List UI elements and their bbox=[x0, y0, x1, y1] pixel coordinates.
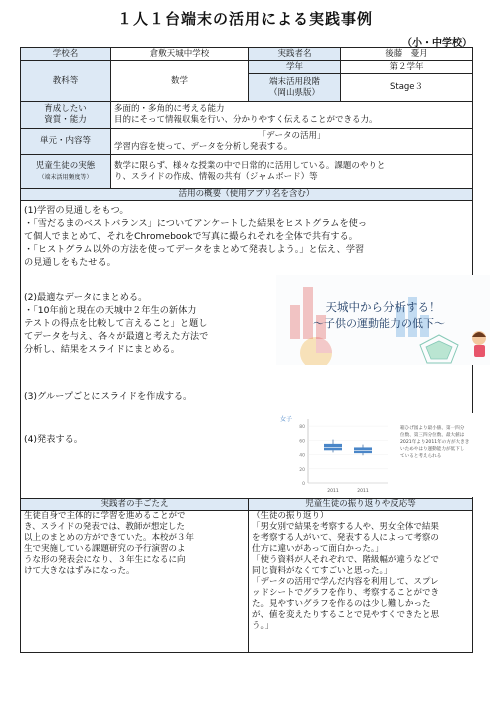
student-line: （生徒の振り返り） bbox=[252, 511, 329, 521]
student-line: う。」 bbox=[252, 621, 274, 631]
student-line: 「データの活用で学んだ内容を利用して、スプレ bbox=[252, 577, 439, 587]
overview-line: (2)最適なデータにまとめる。 bbox=[24, 292, 148, 303]
stage-label bbox=[249, 74, 341, 102]
student-line: 仕方に違いがあって面白かった。」 bbox=[252, 544, 384, 554]
teacher-line: うな形の発表会になり、３年生になるに向 bbox=[24, 555, 186, 565]
overview-line: ・「10年前と現在の天城中２年生の新体力 bbox=[24, 305, 197, 316]
document-title: １人１台端末の活用による実践事例 bbox=[116, 10, 373, 28]
boxplot-note-line: 2021年より2011年の方が大きき bbox=[400, 440, 470, 445]
boxplot-note-line: 位数、第三四分位数、最大値は bbox=[400, 433, 465, 438]
teacher-line: 以上のまとめの方ができていた。本校が３年 bbox=[24, 533, 195, 543]
ability-line: 目的にそって情報収集を行い、分かりやすく伝えることができる力。 bbox=[114, 115, 378, 125]
teacher-line: き、スライドの発表では、教師が想定した bbox=[24, 522, 185, 532]
student-line: た。見やすいグラフを作るのは少し難しかった bbox=[252, 599, 431, 609]
student-line: 「使う資料が人それぞれで、階級幅が違うなどで bbox=[252, 555, 439, 565]
ability-label bbox=[21, 102, 111, 129]
unit-label: 単元・内容等 bbox=[21, 129, 111, 155]
teacher-heading: 実践者の手ごたえ bbox=[21, 499, 249, 511]
slide-title: 天城中から分析する！ bbox=[325, 300, 441, 314]
boxplot-slide bbox=[278, 413, 488, 497]
overview-line: の見通しをもたせる。 bbox=[24, 257, 116, 268]
document-subtitle: （小・中学校） bbox=[402, 38, 472, 49]
student-line: ッドシートでグラフを作り、考察することができ bbox=[252, 588, 440, 598]
overview-line: (1)学習の見通しをもつ。 bbox=[24, 205, 129, 216]
unit-line: 学習内容を使って、データを分析し発表する。 bbox=[114, 141, 293, 152]
unit-line: 「データの活用」 bbox=[257, 130, 326, 141]
boxplot-ylabel: 女子 bbox=[280, 416, 293, 423]
ability-label-line: 資質・能力 bbox=[44, 115, 87, 125]
grade-value: 第２学年 bbox=[341, 61, 473, 74]
teacher-line: 生で実施している課題研究の予行演習のよ bbox=[24, 544, 186, 554]
boxplot-note-line: 箱ひげ図より最小値、第一四分 bbox=[400, 426, 465, 431]
grade-label: 学年 bbox=[249, 61, 341, 74]
teacher-line: けて大きなはずみになった。 bbox=[24, 566, 135, 576]
ability-line: 多面的・多角的に考える能力 bbox=[114, 104, 225, 114]
boxplot-ytick-label: 80 bbox=[299, 425, 305, 431]
subject-label: 教科等 bbox=[21, 61, 111, 102]
overview-part-4: (4)発表する。 bbox=[24, 434, 83, 445]
student-line: を考察する人がいて、発表する人によって考察の bbox=[252, 533, 439, 543]
unit-content bbox=[111, 129, 473, 155]
stage-value: Stage３ bbox=[341, 74, 473, 102]
student-feedback bbox=[249, 511, 473, 653]
overview-line: テストの得点を比較して言えること」と題し bbox=[24, 318, 208, 329]
boxplot-ytick-label: 20 bbox=[299, 467, 305, 473]
overview-part-1 bbox=[24, 204, 472, 269]
slide-illustration bbox=[276, 275, 490, 365]
stage-label-line: 端末活用段階 bbox=[268, 76, 320, 87]
boxplot-xtick-label: 2011 bbox=[357, 489, 369, 494]
boxplot-note-line: いためやはり運動能力が低下し bbox=[400, 447, 465, 452]
boxplot-xtick-label: 2011 bbox=[327, 489, 339, 494]
usage-line: り、スライドの作成、情報の共有（ジャムボード）等 bbox=[114, 171, 318, 182]
boxplot-ytick-label: 60 bbox=[299, 439, 305, 445]
boxplot-box bbox=[324, 444, 342, 450]
overview-line: 分析し、結果をスライドにまとめる。 bbox=[24, 344, 180, 355]
student-line: 同じ資料がなくてすごいと思った。」 bbox=[252, 566, 393, 576]
overview-line: て個人でまとめて、それをChromebookで写真に撮られそれを全体で共有する。 bbox=[24, 231, 358, 242]
usage-label bbox=[21, 155, 111, 189]
teacher-line: 生徒自身で主体的に学習を進めることがで bbox=[24, 511, 186, 521]
slide-subtitle: 〜子供の運動能力の低下〜 bbox=[313, 317, 445, 330]
boxplot-note-line: ていると考えられる bbox=[400, 454, 442, 459]
ability-content bbox=[111, 102, 473, 129]
student-line: が、値を変えたりすることで見やすくできたと思 bbox=[252, 610, 440, 620]
student-line: 「男女別で結果を考察する人や、男女全体で結果 bbox=[252, 522, 439, 532]
usage-content bbox=[111, 155, 473, 189]
practitioner-value: 後藤 憂月 bbox=[341, 48, 473, 61]
report-table bbox=[20, 47, 473, 653]
stage-label-line: （岡山県版） bbox=[268, 87, 320, 98]
overview-section bbox=[21, 201, 473, 499]
overview-part-3: (3)グループごとにスライドを作成する。 bbox=[24, 391, 193, 402]
student-heading: 児童生徒の振り返りや反応等 bbox=[249, 499, 473, 511]
subject-value: 数学 bbox=[111, 61, 249, 102]
boxplot-ytick-label: 40 bbox=[299, 453, 305, 459]
usage-label-main: 児童生徒の実態 bbox=[35, 160, 96, 171]
practitioner-label: 実践者名 bbox=[249, 48, 341, 61]
overview-heading: 活用の概要（使用アプリ名を含む） bbox=[21, 189, 473, 201]
teacher-feedback bbox=[21, 511, 249, 653]
boxplot-ytick-label: 0 bbox=[302, 482, 305, 487]
overview-line: ・「雪だるまのベストバランス」についてアンケートした結果をヒストグラムを使っ bbox=[24, 218, 368, 229]
ability-label-line: 育成したい bbox=[44, 104, 87, 114]
usage-label-sub: （端末活用頻度等） bbox=[38, 173, 93, 181]
school-label: 学校名 bbox=[21, 48, 111, 61]
overview-part-2 bbox=[24, 291, 274, 356]
overview-line: ・「ヒストグラム以外の方法を使ってデータをまとめて発表しよう。」と伝え、学習 bbox=[24, 244, 365, 255]
overview-line: てデータを与え、各々が最適と考えた方法で bbox=[24, 331, 209, 342]
school-value: 倉敷天城中学校 bbox=[111, 48, 249, 61]
usage-line: 数学に限らず、様々な授業の中で日常的に活用している。課題のやりと bbox=[114, 160, 386, 171]
